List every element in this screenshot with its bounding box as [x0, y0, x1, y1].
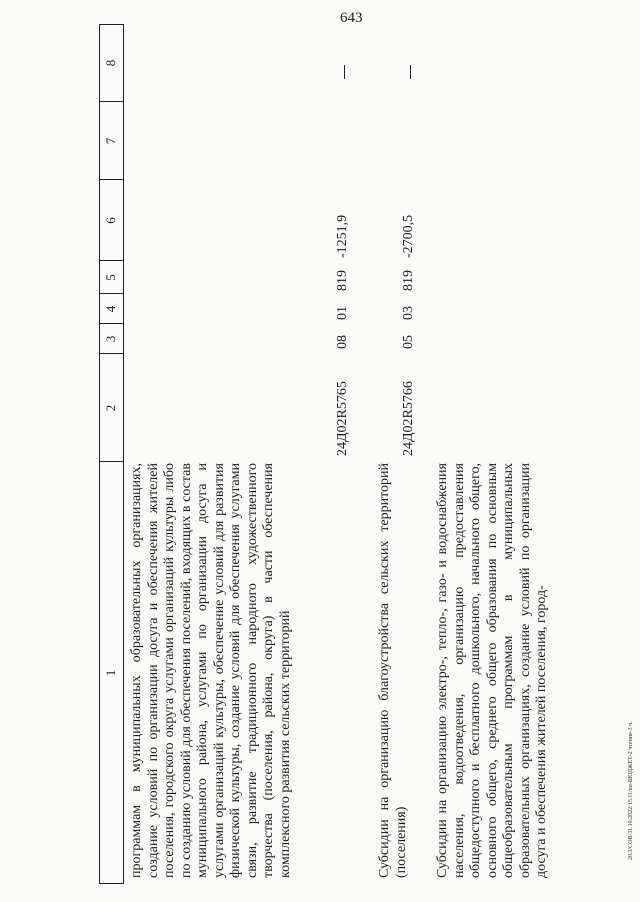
row-2-code: 24Д02R5766 [401, 381, 416, 456]
document-stamp: 20.3/СОВ/31.10.2022/15.11/вн-БЮДЖЕТ-2 чтение-3 ч. [628, 721, 634, 860]
header-col-8: 8 [103, 59, 118, 67]
row-2-col3: 05 [401, 335, 416, 349]
rotated-table [99, 24, 579, 884]
header-bottom-rule [123, 24, 124, 884]
row-2-col5: 819 [401, 270, 416, 291]
row-2-col6: -2700,5 [401, 214, 416, 258]
row-1-code: 24Д02R5765 [335, 381, 350, 456]
header-col-3: 3 [103, 335, 118, 343]
row-1-col6: -1251,9 [335, 214, 350, 258]
row-1-col4: 01 [335, 306, 350, 320]
header-col-1: 1 [103, 669, 118, 677]
row-1-col3: 08 [335, 335, 350, 349]
header-col-2: 2 [103, 404, 118, 412]
header-col-4: 4 [103, 305, 118, 313]
row-1-col8-dash [344, 65, 345, 79]
row-2-col8-dash [410, 65, 411, 79]
row-1-col5: 819 [335, 270, 350, 291]
page-number: 643 [340, 10, 363, 26]
row-3-description: Субсидии на организацию электро-, тепло-, газо- и водоснабжения населения, водоотведения, организацию предоставления общедоступного и бесплатного дошкольного, начального общего, основного общего, среднего общего образования по основным общеобразовательным программам в муниципальных образовательных организациях, создание условий по организации досуга и обеспечения жителей поселения, город- [435, 463, 549, 878]
row-1-description: программам в муниципальных образовательных организациях, создание условий по организации досуга и обеспечения жителей поселения, городского округа услугами организаций культуры либо по созданию условий для обеспечения поселений, входящих в состав муниципального района, услугами по организации досуга и услугами организаций культуры, обеспечение условий для развития физической культуры, создание условий для обеспечения услугами связи, развитие традиционного народного художественного творчества (поселения, района, округа) в части обеспечения комплексного развития сельских территорий [129, 463, 293, 878]
header-top-rule [99, 24, 100, 884]
header-col-5: 5 [103, 274, 118, 281]
header-col-6: 6 [103, 217, 118, 224]
row-2-description: Субсидии на организацию благоустройства сельских территорий (поселения) [377, 463, 409, 878]
row-2-col4: 03 [401, 306, 416, 320]
header-col-7: 7 [103, 137, 118, 145]
